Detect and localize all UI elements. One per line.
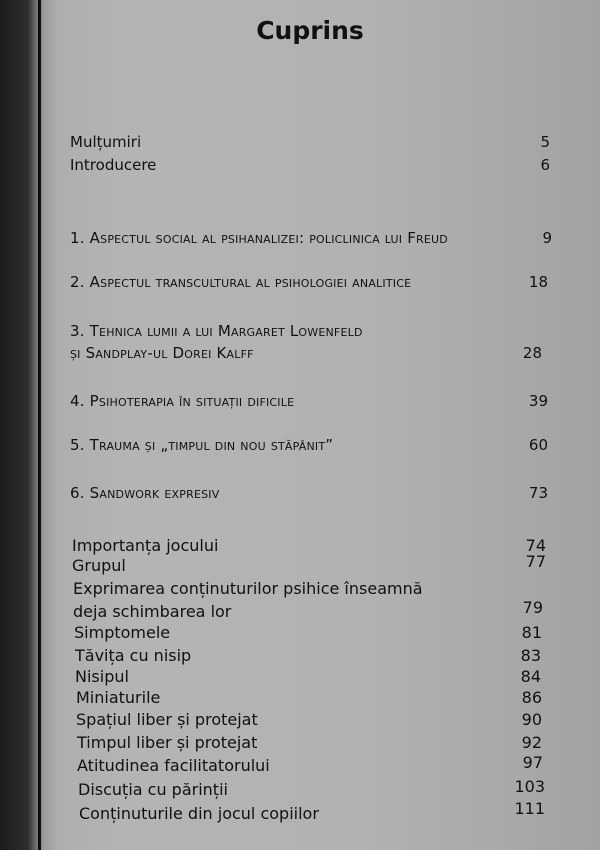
toc-section-label: Simptomele	[74, 623, 171, 642]
toc-section-page: 79	[522, 598, 543, 617]
page-title: Cuprins	[256, 16, 364, 45]
toc-section-page: 103	[514, 777, 545, 796]
toc-chapter-page: 18	[528, 273, 548, 291]
toc-section-label: Conținuturile din jocul copiilor	[79, 804, 319, 823]
toc-chapter-label: 4. Psihoterapia în situații dificile	[70, 392, 295, 410]
toc-chapter-page: 60	[528, 436, 548, 454]
toc-section-page: 83	[520, 646, 541, 665]
toc-section-label: Miniaturile	[76, 688, 161, 707]
toc-section	[73, 579, 543, 623]
toc-section-page: 92	[521, 733, 542, 752]
toc-chapter-label-line2: și Sandplay-ul Dorei Kalff	[70, 344, 254, 362]
toc-section-page: 74	[525, 536, 546, 555]
toc-entry-page: 5	[540, 133, 550, 151]
toc-chapter-label-line1: 3. Tehnica lumii a lui Margaret Lowenfeld	[70, 322, 363, 340]
toc-entry-label: Mulțumiri	[70, 133, 142, 151]
toc-chapter-page: 73	[528, 484, 548, 502]
book-gutter	[38, 0, 41, 850]
toc-section-page: 111	[514, 799, 545, 818]
toc-chapter-page: 28	[522, 344, 542, 362]
toc-chapter	[70, 322, 542, 366]
toc-entry-label: Introducere	[70, 156, 157, 174]
toc-section-label: Importanța jocului	[72, 536, 219, 555]
toc-section-label-line2: deja schimbarea lor	[73, 602, 232, 621]
toc-entry-page: 6	[540, 156, 550, 174]
toc-section-label: Nisipul	[75, 667, 129, 686]
toc-section-label: Discuția cu părinții	[78, 780, 228, 799]
toc-chapter-label: 2. Aspectul transcultural al psihologiei analitice	[70, 273, 412, 291]
toc-chapter-page: 9	[542, 229, 552, 247]
toc-section-page: 77	[525, 552, 546, 571]
toc-section-label-line1: Exprimarea conținuturilor psihice înseamnă	[73, 579, 423, 598]
toc-section-label: Atitudinea facilitatorului	[77, 756, 270, 775]
toc-chapter-page: 39	[528, 392, 548, 410]
toc-section-page: 97	[522, 753, 543, 772]
toc-section-page: 84	[520, 667, 541, 686]
toc-section-label: Timpul liber și protejat	[77, 733, 258, 752]
toc-chapter-label: 1. Aspectul social al psihanalizei: policlinica lui Freud	[70, 229, 448, 247]
toc-section-page: 90	[521, 710, 542, 729]
toc-section-label: Spațiul liber și protejat	[76, 710, 258, 729]
toc-section-page: 81	[521, 623, 542, 642]
toc-section-label: Grupul	[72, 556, 126, 575]
toc-section-page: 86	[521, 688, 542, 707]
toc-chapter-label: 5. Trauma și „timpul din nou stăpânit”	[70, 436, 334, 454]
toc-chapter-label: 6. Sandwork expresiv	[70, 484, 220, 502]
toc-section-label: Tăvița cu nisip	[75, 646, 192, 665]
